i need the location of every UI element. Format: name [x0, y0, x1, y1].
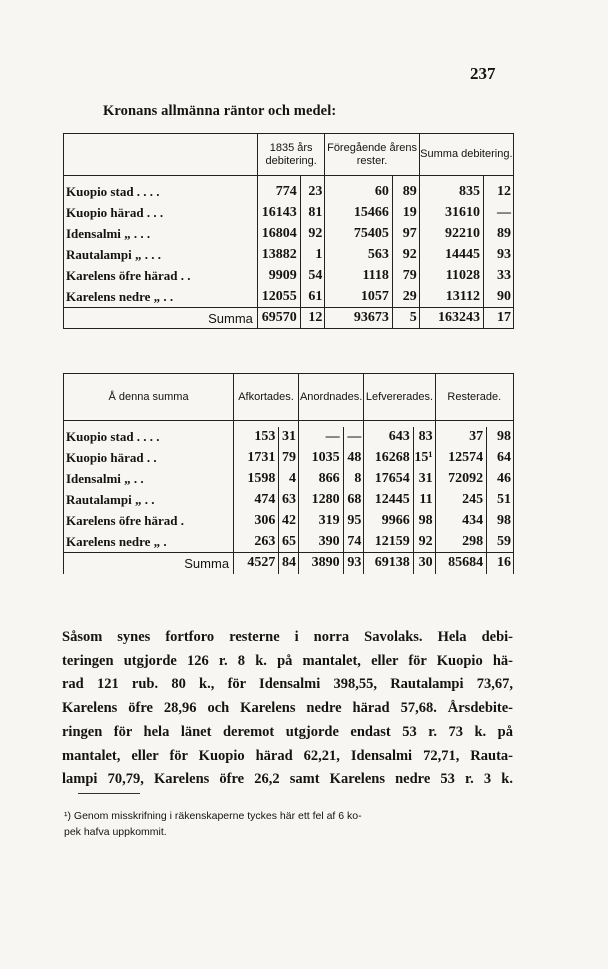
text-line: mantalet, eller för Kuopio härad 62,21, Idensalmi 72,71, Rauta- [62, 747, 513, 764]
cell-value: 93673 [353, 310, 389, 325]
table-row [64, 182, 514, 203]
table-row [64, 532, 514, 553]
footnote-line: pek hafva uppkommit. [64, 826, 167, 838]
table-row [64, 511, 514, 532]
row-label: Rautalampi „ . . . [64, 245, 258, 266]
cell-value: 74 [343, 532, 364, 553]
body-paragraph [62, 626, 513, 792]
cell-value: 9909 [268, 268, 297, 283]
summa-row [64, 308, 514, 329]
cell-value: 1598 [247, 471, 276, 486]
header-foregaende-rester: Föregående årens rester. [325, 134, 419, 176]
cell-value: 390 [318, 533, 340, 549]
summa-label: Summa [64, 308, 258, 329]
cell-value: 1035 [311, 450, 340, 465]
cell-value: 92 [300, 224, 325, 245]
cell-value: 1057 [360, 288, 389, 304]
footnote [64, 808, 514, 840]
cell-value: — [343, 427, 364, 448]
table-row [64, 427, 514, 448]
row-label-header [64, 134, 258, 176]
cell-value: 98 [487, 511, 514, 532]
page-number: 237 [470, 64, 496, 83]
cell-value: 72092 [448, 471, 484, 486]
cell-value: 1118 [362, 268, 389, 283]
cell-value: 4527 [247, 555, 276, 571]
header-afkortades: Afkortades. [234, 374, 299, 421]
cell-value: 17 [483, 308, 513, 329]
cell-value: 12 [300, 308, 325, 329]
cell-value: 89 [392, 182, 419, 203]
footnote-line: ¹) Genom misskrifning i räkenskaperne tyckes här ett fel af 6 ko- [64, 810, 362, 822]
cell-value: 434 [462, 513, 484, 528]
summa-row [64, 553, 514, 574]
cell-value: 85684 [448, 555, 484, 571]
cell-value: 79 [279, 448, 299, 469]
cell-value: 61 [300, 287, 325, 308]
table-row [64, 245, 514, 266]
cell-value: 23 [300, 182, 325, 203]
text-line: Såsom synes fortforo resterne i norra Savolaks. Hela debi- [62, 629, 513, 645]
cell-value: 774 [275, 184, 297, 199]
cell-value: 64 [487, 448, 514, 469]
cell-value: 866 [318, 471, 340, 486]
cell-value: — [483, 203, 513, 224]
row-label: Idensalmi „ . . [64, 469, 234, 490]
table-row [64, 490, 514, 511]
cell-value: 12055 [261, 288, 297, 304]
cell-value: 33 [483, 266, 513, 287]
cell-value: 13112 [445, 288, 480, 304]
cell-value: 13882 [261, 247, 297, 262]
table-row [64, 266, 514, 287]
text-line: rad 121 rub. 80 k., för Idensalmi 398,55, Rautalampi 73,67, [62, 676, 513, 693]
cell-value: 14445 [444, 247, 480, 262]
cell-value: 263 [254, 533, 276, 549]
cell-value: 42 [279, 511, 299, 532]
cell-value: 59 [487, 532, 514, 553]
cell-value: 163243 [437, 310, 480, 325]
row-label: Karelens öfre härad . [64, 511, 234, 532]
row-label: Karelens nedre „ . [64, 532, 234, 553]
cell-value: 4 [279, 469, 299, 490]
cell-value: 29 [392, 287, 419, 308]
header-debitering-1835: 1835 års debitering. [257, 134, 324, 176]
text-line: ringen för hela länet deremot utgjorde endast 53 r. 73 k. på [62, 723, 513, 740]
cell-value: 11 [413, 490, 435, 511]
cell-value: 95 [343, 511, 364, 532]
cell-value: 83 [413, 427, 435, 448]
text-line: teringen utgjorde 126 r. 8 k. på mantalet, eller för Kuopio hä- [62, 652, 513, 669]
cell-value: 835 [458, 184, 480, 199]
header-anordnades: Anordnades. [298, 374, 363, 421]
row-label: Kuopio stad . . . . [64, 182, 258, 203]
cell-value: 563 [367, 247, 389, 262]
revenue-table [63, 133, 514, 329]
cell-value: 319 [318, 513, 340, 528]
cell-value: 12574 [448, 450, 484, 465]
row-label: Kuopio stad . . . . [64, 427, 234, 448]
cell-value: 54 [300, 266, 325, 287]
section-heading: Kronans allmänna räntor och medel: [103, 103, 337, 119]
cell-value: 11028 [445, 268, 480, 283]
cell-value: 51 [487, 490, 514, 511]
header-summa-debitering: Summa debitering. [419, 134, 513, 176]
summa-label: Summa [64, 553, 234, 574]
cell-value: 12159 [374, 533, 410, 549]
row-label: Karelens nedre „ . . [64, 287, 258, 308]
cell-value: 93 [343, 553, 364, 574]
cell-value: 92 [413, 532, 435, 553]
cell-value: 31610 [444, 205, 480, 220]
cell-value: 16143 [261, 205, 297, 220]
cell-value: 19 [392, 203, 419, 224]
cell-value: 89 [483, 224, 513, 245]
cell-value: 8 [343, 469, 364, 490]
cell-value: — [325, 429, 340, 444]
cell-value: 17654 [374, 471, 410, 486]
cell-value: 31 [413, 469, 435, 490]
cell-value: 153 [254, 429, 276, 444]
cell-value: 75405 [353, 226, 389, 241]
row-label: Rautalampi „ . . [64, 490, 234, 511]
cell-value: 48 [343, 448, 364, 469]
row-label: Idensalmi „ . . . [64, 224, 258, 245]
cell-value: 37 [469, 429, 484, 444]
cell-value: 79 [392, 266, 419, 287]
cell-value: 245 [462, 492, 484, 507]
cell-value: 12 [483, 182, 513, 203]
cell-value: 98 [413, 511, 435, 532]
cell-value: 1280 [311, 492, 340, 507]
text-line: lampi 70,79, Karelens öfre 26,2 samt Karelens nedre 53 r. 3 k. [62, 771, 513, 788]
header-lefvererades: Lefvererades. [364, 374, 435, 421]
cell-value: 1731 [247, 450, 276, 465]
cell-value: 69570 [261, 310, 297, 325]
cell-value: 46 [487, 469, 514, 490]
cell-value: 643 [388, 429, 410, 444]
cell-value: 81 [300, 203, 325, 224]
cell-value: 298 [462, 533, 484, 549]
cell-value: 65 [279, 532, 299, 553]
cell-value: 93 [483, 245, 513, 266]
table-row [64, 224, 514, 245]
cell-value: 5 [392, 308, 419, 329]
cell-value: 15¹ [413, 448, 435, 469]
cell-value: 15466 [353, 205, 389, 220]
cell-value: 69138 [374, 555, 410, 571]
allocation-table [63, 373, 514, 574]
table-row [64, 203, 514, 224]
cell-value: 306 [254, 513, 276, 528]
footnote-divider [78, 793, 140, 794]
header-resterade: Resterade. [435, 374, 513, 421]
table-row [64, 448, 514, 469]
cell-value: 84 [279, 553, 299, 574]
table2-label-header: Å denna summa [64, 374, 234, 421]
cell-value: 92210 [444, 226, 480, 241]
cell-value: 16268 [374, 450, 410, 465]
text-line: Karelens öfre 28,96 och Karelens nedre härad 57,68. Årsdebite- [62, 700, 513, 717]
cell-value: 60 [374, 184, 389, 199]
cell-value: 90 [483, 287, 513, 308]
cell-value: 92 [392, 245, 419, 266]
row-label: Karelens öfre härad . . [64, 266, 258, 287]
cell-value: 98 [487, 427, 514, 448]
cell-value: 68 [343, 490, 364, 511]
table-row [64, 469, 514, 490]
cell-value: 16804 [261, 226, 297, 241]
cell-value: 1 [300, 245, 325, 266]
cell-value: 474 [254, 492, 276, 507]
cell-value: 3890 [311, 555, 340, 571]
cell-value: 9966 [381, 513, 410, 528]
row-label: Kuopio härad . . [64, 448, 234, 469]
table-row [64, 287, 514, 308]
cell-value: 31 [279, 427, 299, 448]
cell-value: 12445 [374, 492, 410, 507]
cell-value: 16 [487, 553, 514, 574]
row-label: Kuopio härad . . . [64, 203, 258, 224]
cell-value: 97 [392, 224, 419, 245]
cell-value: 30 [413, 553, 435, 574]
cell-value: 63 [279, 490, 299, 511]
